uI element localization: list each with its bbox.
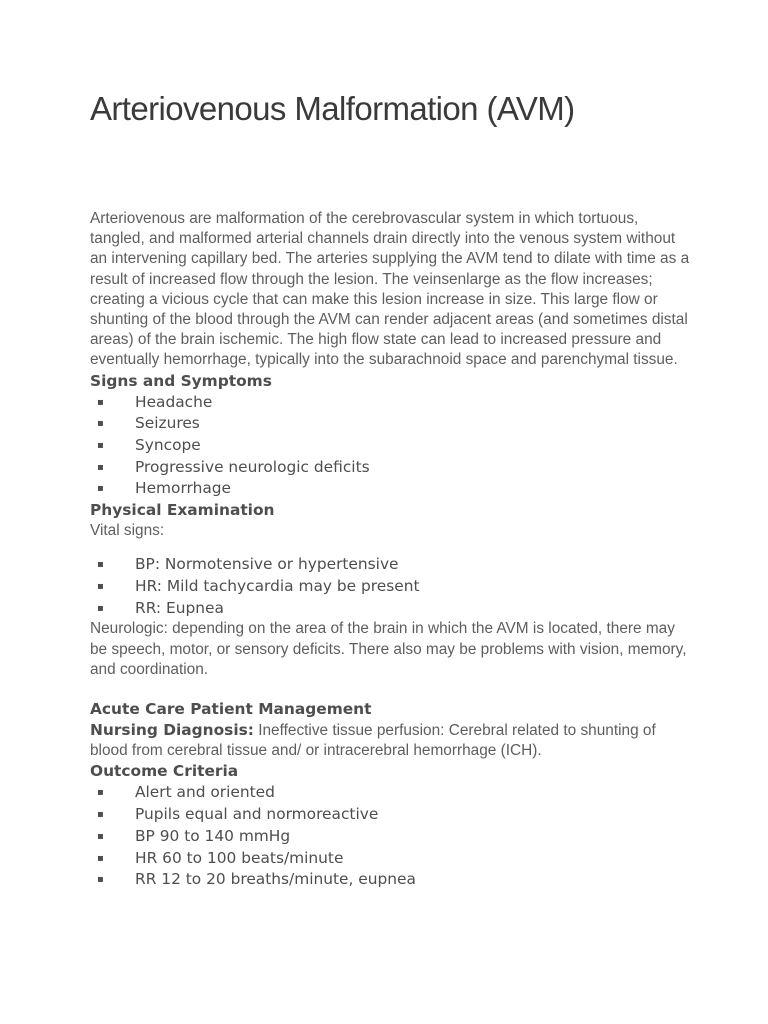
bullet-icon: ▪ (97, 559, 104, 571)
signs-list (90, 392, 690, 501)
acute-care-heading: Acute Care Patient Management (90, 700, 372, 719)
signs-heading: Signs and Symptoms (90, 371, 272, 390)
bullet-icon: ▪ (97, 787, 104, 799)
bullet-icon: ▪ (97, 581, 104, 593)
bullet-icon: ▪ (97, 874, 104, 886)
outcome-list (90, 782, 690, 891)
document-body (90, 209, 690, 891)
list-item (90, 598, 690, 620)
list-item-text: Seizures (135, 414, 200, 433)
list-item (90, 457, 690, 479)
neurologic-paragraph: Neurologic: depending on the area of the brain in which the AVM is located, there may be speech, motor, or sensory deficits. There also may be problems with vision, memory, and coordination. (90, 620, 687, 678)
spacer (90, 541, 690, 554)
spacer (90, 680, 690, 699)
bullet-icon: ▪ (97, 396, 104, 408)
nursing-diagnosis-paragraph (90, 720, 690, 761)
list-item (90, 576, 690, 598)
list-item-text: RR: Eupnea (135, 598, 224, 617)
list-item-text: Pupils equal and normoreactive (135, 805, 379, 824)
bullet-icon: ▪ (97, 809, 104, 821)
nursing-diagnosis-text: Ineffective tissue perfusion: Cerebral related to shunting of blood from cerebral tissue and/ or intracerebral hemorrhage (ICH). (90, 722, 656, 760)
list-item-text: Progressive neurologic deficits (135, 457, 370, 476)
list-item (90, 478, 690, 500)
list-item (90, 435, 690, 457)
list-item-text: Syncope (135, 436, 201, 455)
document-page (90, 0, 690, 1024)
list-item (90, 782, 690, 804)
physical-exam-heading: Physical Examination (90, 501, 275, 520)
bullet-icon: ▪ (97, 440, 104, 452)
bullet-icon: ▪ (97, 602, 104, 614)
list-item-text: RR 12 to 20 breaths/minute, eupnea (135, 870, 416, 889)
bullet-icon: ▪ (97, 461, 104, 473)
list-item (90, 392, 690, 414)
list-item (90, 554, 690, 576)
list-item-text: BP: Normotensive or hypertensive (135, 555, 399, 574)
list-item-text: Hemorrhage (135, 479, 231, 498)
list-item-text: HR: Mild tachycardia may be present (135, 577, 420, 596)
document-title: Arteriovenous Malformation (AVM) (90, 90, 575, 127)
bullet-icon: ▪ (97, 483, 104, 495)
vitals-list (90, 554, 690, 619)
bullet-icon: ▪ (97, 830, 104, 842)
intro-paragraph: Arteriovenous are malformation of the cerebrovascular system in which tortuous, tangled, and malformed arterial channels drain directly into the venous system without an intervening capillary bed. The arteries supplying the AVM tend to dilate with time as a result of increased flow through the lesion. The veinsenlarge as the flow increases; creating a vicious cycle that can make this lesion increase in size. This large flow or shunting of the blood through the AVM can render adjacent areas (and sometimes distal areas) of the brain ischemic. The high flow state can lead to increased pressure and eventually hemorrhage, typically into the subarachnoid space and parenchymal tissue. (90, 210, 690, 369)
bullet-icon: ▪ (97, 852, 104, 864)
list-item-text: HR 60 to 100 beats/minute (135, 848, 344, 867)
list-item (90, 413, 690, 435)
list-item-text: Alert and oriented (135, 783, 275, 802)
list-item-text: BP 90 to 140 mmHg (135, 826, 291, 845)
list-item (90, 826, 690, 848)
list-item (90, 848, 690, 870)
outcome-criteria-heading: Outcome Criteria (90, 762, 239, 781)
bullet-icon: ▪ (97, 418, 104, 430)
list-item-text: Headache (135, 392, 213, 411)
nursing-diagnosis-label: Nursing Diagnosis: (90, 721, 254, 740)
vital-signs-label: Vital signs: (90, 522, 165, 540)
list-item (90, 804, 690, 826)
list-item (90, 869, 690, 891)
